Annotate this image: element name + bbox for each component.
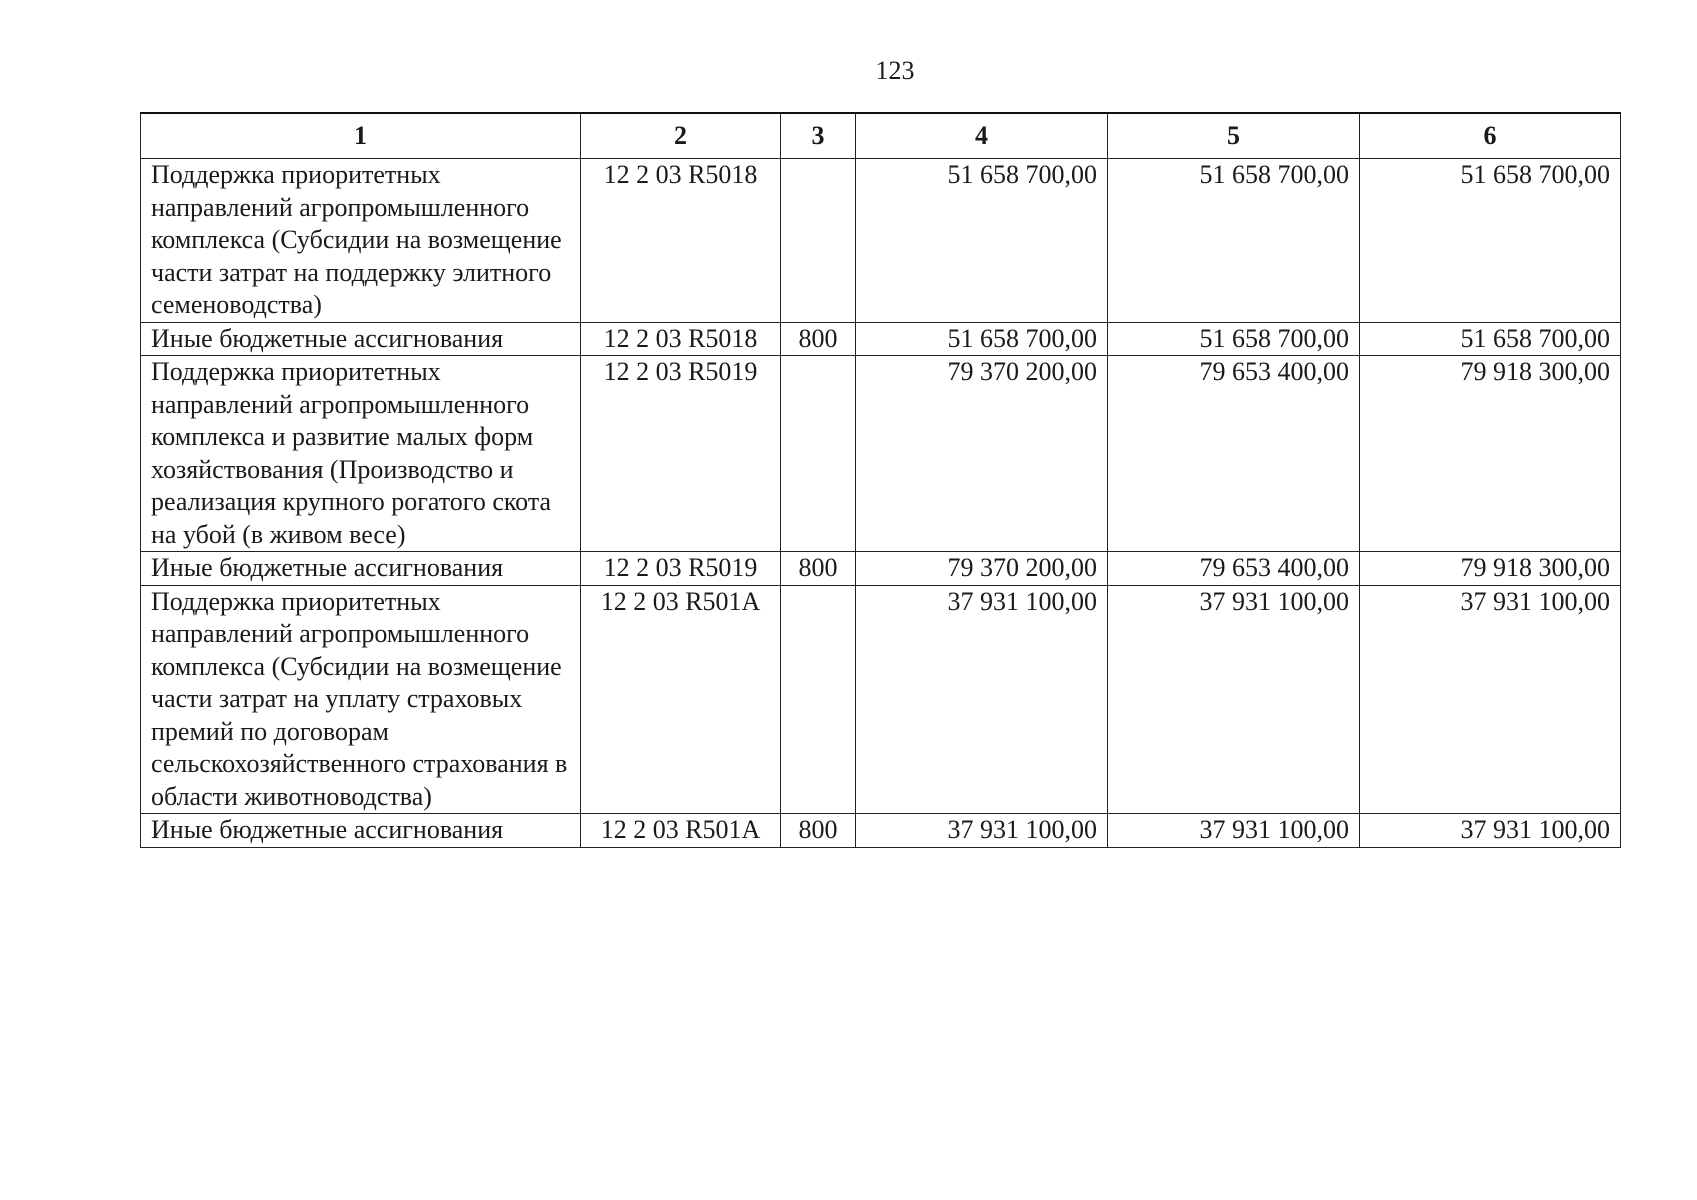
header-row (141, 113, 1621, 159)
row-year-1: 79 370 200,00 (856, 356, 1108, 552)
header-col-4: 4 (856, 113, 1108, 159)
row-name: Иные бюджетные ассигнования (141, 552, 581, 586)
table-row (141, 585, 1621, 814)
row-year-1: 37 931 100,00 (856, 585, 1108, 814)
row-name: Иные бюджетные ассигнования (141, 322, 581, 356)
row-code: 12 2 03 R5018 (581, 159, 781, 323)
budget-table (140, 112, 1621, 848)
row-type: 800 (781, 814, 856, 848)
row-year-2: 51 658 700,00 (1108, 322, 1360, 356)
header-col-5: 5 (1108, 113, 1360, 159)
row-year-3: 79 918 300,00 (1360, 356, 1621, 552)
row-year-2: 51 658 700,00 (1108, 159, 1360, 323)
row-year-1: 51 658 700,00 (856, 322, 1108, 356)
row-name: Поддержка приоритетных направлений агропромышленного комплекса и развитие малых форм хозяйствования (Производство и реализация крупного рогатого скота на убой (в живом весе) (141, 356, 581, 552)
table-row (141, 159, 1621, 323)
row-year-3: 79 918 300,00 (1360, 552, 1621, 586)
row-type (781, 356, 856, 552)
row-type (781, 159, 856, 323)
table-row (141, 322, 1621, 356)
row-year-3: 37 931 100,00 (1360, 814, 1621, 848)
row-year-1: 51 658 700,00 (856, 159, 1108, 323)
row-name: Иные бюджетные ассигнования (141, 814, 581, 848)
row-name: Поддержка приоритетных направлений агропромышленного комплекса (Субсидии на возмещение части затрат на поддержку элитного семеноводства) (141, 159, 581, 323)
row-year-2: 37 931 100,00 (1108, 585, 1360, 814)
header-col-1: 1 (141, 113, 581, 159)
table-row (141, 814, 1621, 848)
header-col-6: 6 (1360, 113, 1621, 159)
row-code: 12 2 03 R5018 (581, 322, 781, 356)
row-year-3: 37 931 100,00 (1360, 585, 1621, 814)
row-type (781, 585, 856, 814)
table-row (141, 356, 1621, 552)
table-row (141, 552, 1621, 586)
row-name: Поддержка приоритетных направлений агропромышленного комплекса (Субсидии на возмещение части затрат на уплату страховых премий по договорам сельскохозяйственного страхования в области животноводства) (141, 585, 581, 814)
row-code: 12 2 03 R5019 (581, 356, 781, 552)
row-year-2: 79 653 400,00 (1108, 552, 1360, 586)
row-year-1: 37 931 100,00 (856, 814, 1108, 848)
row-year-3: 51 658 700,00 (1360, 322, 1621, 356)
row-code: 12 2 03 R501A (581, 585, 781, 814)
row-code: 12 2 03 R501A (581, 814, 781, 848)
header-col-2: 2 (581, 113, 781, 159)
page-number: 123 (875, 56, 915, 85)
row-type: 800 (781, 322, 856, 356)
row-year-2: 37 931 100,00 (1108, 814, 1360, 848)
row-type: 800 (781, 552, 856, 586)
row-year-1: 79 370 200,00 (856, 552, 1108, 586)
row-year-3: 51 658 700,00 (1360, 159, 1621, 323)
header-col-3: 3 (781, 113, 856, 159)
row-year-2: 79 653 400,00 (1108, 356, 1360, 552)
row-code: 12 2 03 R5019 (581, 552, 781, 586)
